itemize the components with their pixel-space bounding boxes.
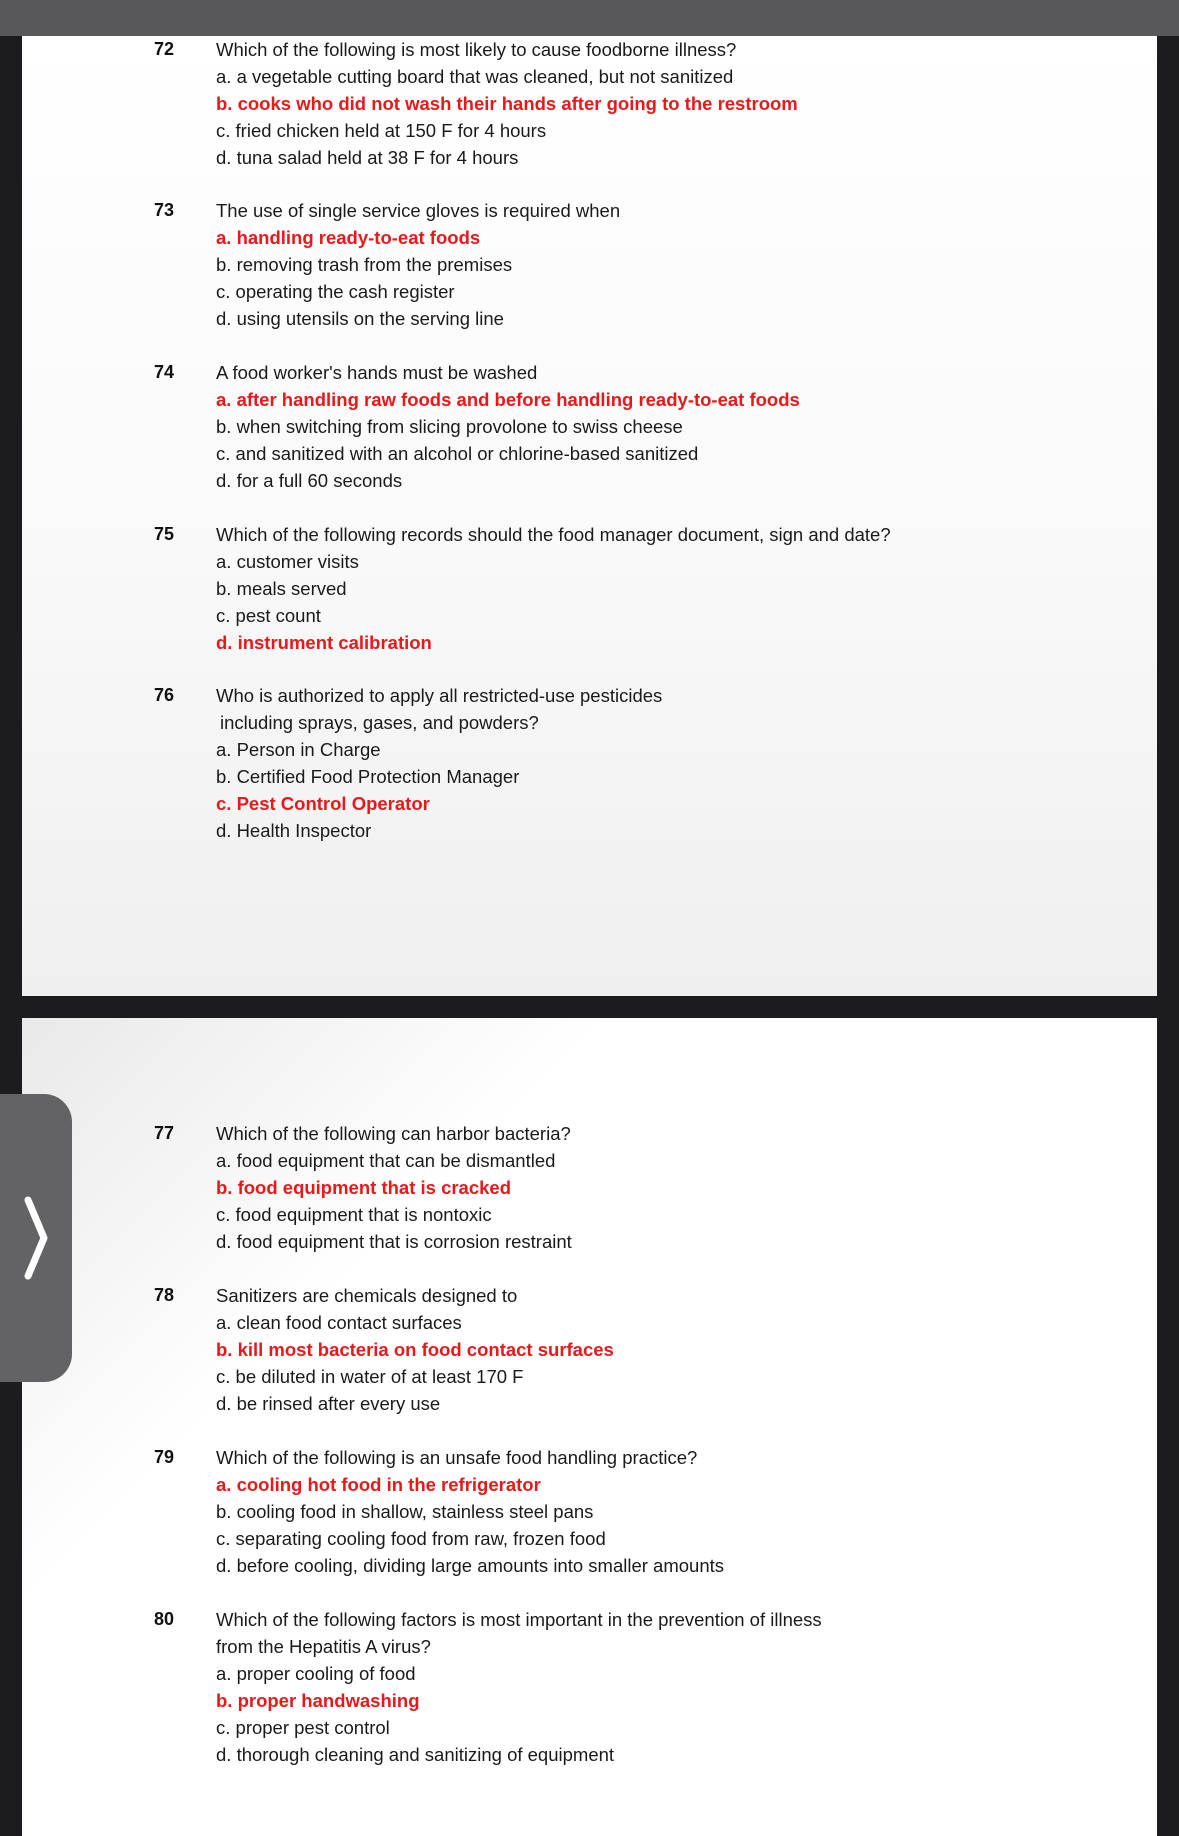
- question-number: 75: [154, 524, 175, 544]
- option-a: a. Person in Charge: [216, 739, 381, 760]
- document-page-1: [22, 36, 1157, 996]
- option-d: d. before cooling, dividing large amounts into smaller amounts: [216, 1555, 725, 1576]
- option-c: c. food equipment that is nontoxic: [216, 1204, 492, 1225]
- question-number: 72: [154, 39, 175, 59]
- question-number: 79: [154, 1447, 175, 1467]
- question-number: 74: [154, 362, 175, 382]
- option-a-correct: a. handling ready-to-eat foods: [216, 227, 481, 248]
- option-b-correct: b. cooks who did not wash their hands after going to the restroom: [216, 93, 798, 114]
- option-d: d. food equipment that is corrosion restraint: [216, 1231, 572, 1252]
- question-number: 80: [154, 1609, 175, 1629]
- chevron-right-icon: [22, 1194, 50, 1282]
- top-bar: [0, 0, 1179, 36]
- option-a-correct: a. cooling hot food in the refrigerator: [216, 1474, 541, 1495]
- question-text: Who is authorized to apply all restricted-use pesticides: [216, 685, 663, 706]
- option-a: a. a vegetable cutting board that was cleaned, but not sanitized: [216, 66, 734, 87]
- option-b: b. cooling food in shallow, stainless steel pans: [216, 1501, 594, 1522]
- option-b-correct: b. proper handwashing: [216, 1690, 420, 1711]
- option-b-correct: b. kill most bacteria on food contact surfaces: [216, 1339, 614, 1360]
- question-text-line-2: from the Hepatitis A virus?: [216, 1636, 431, 1657]
- question-text: Which of the following is most likely to cause foodborne illness?: [216, 39, 737, 60]
- option-d: d. thorough cleaning and sanitizing of equipment: [216, 1744, 615, 1765]
- question-text: The use of single service gloves is required when: [216, 200, 621, 221]
- option-d: d. Health Inspector: [216, 820, 372, 841]
- side-panel-toggle[interactable]: [0, 1094, 72, 1382]
- question-text: Which of the following can harbor bacteria?: [216, 1123, 571, 1144]
- question-number: 73: [154, 200, 175, 220]
- question-text: Which of the following is an unsafe food handling practice?: [216, 1447, 698, 1468]
- question-text-line-2: including sprays, gases, and powders?: [220, 712, 539, 733]
- option-a-correct: a. after handling raw foods and before handling ready-to-eat foods: [216, 389, 800, 410]
- option-d-correct: d. instrument calibration: [216, 632, 432, 653]
- option-b: b. Certified Food Protection Manager: [216, 766, 520, 787]
- option-a: a. proper cooling of food: [216, 1663, 416, 1684]
- question-text: A food worker's hands must be washed: [216, 362, 538, 383]
- option-a: a. clean food contact surfaces: [216, 1312, 462, 1333]
- option-b: b. meals served: [216, 578, 347, 599]
- option-a: a. food equipment that can be dismantled: [216, 1150, 556, 1171]
- option-a: a. customer visits: [216, 551, 359, 572]
- option-c: c. and sanitized with an alcohol or chlorine-based sanitized: [216, 443, 699, 464]
- question-text: Which of the following factors is most important in the prevention of illness: [216, 1609, 822, 1630]
- document-page-2: [22, 1018, 1157, 1836]
- option-d: d. tuna salad held at 38 F for 4 hours: [216, 147, 519, 168]
- option-b: b. removing trash from the premises: [216, 254, 513, 275]
- option-c-correct: c. Pest Control Operator: [216, 793, 430, 814]
- option-c: c. pest count: [216, 605, 321, 626]
- question-number: 77: [154, 1123, 175, 1143]
- question-text: Which of the following records should the food manager document, sign and date?: [216, 524, 891, 545]
- option-d: d. be rinsed after every use: [216, 1393, 441, 1414]
- option-c: c. separating cooling food from raw, frozen food: [216, 1528, 606, 1549]
- option-c: c. fried chicken held at 150 F for 4 hours: [216, 120, 547, 141]
- option-c: c. operating the cash register: [216, 281, 455, 302]
- option-b: b. when switching from slicing provolone to swiss cheese: [216, 416, 683, 437]
- question-text: Sanitizers are chemicals designed to: [216, 1285, 518, 1306]
- question-number: 78: [154, 1285, 175, 1305]
- option-c: c. be diluted in water of at least 170 F: [216, 1366, 524, 1387]
- question-number: 76: [154, 685, 175, 705]
- option-d: d. for a full 60 seconds: [216, 470, 403, 491]
- option-d: d. using utensils on the serving line: [216, 308, 504, 329]
- option-c: c. proper pest control: [216, 1717, 390, 1738]
- option-b-correct: b. food equipment that is cracked: [216, 1177, 512, 1198]
